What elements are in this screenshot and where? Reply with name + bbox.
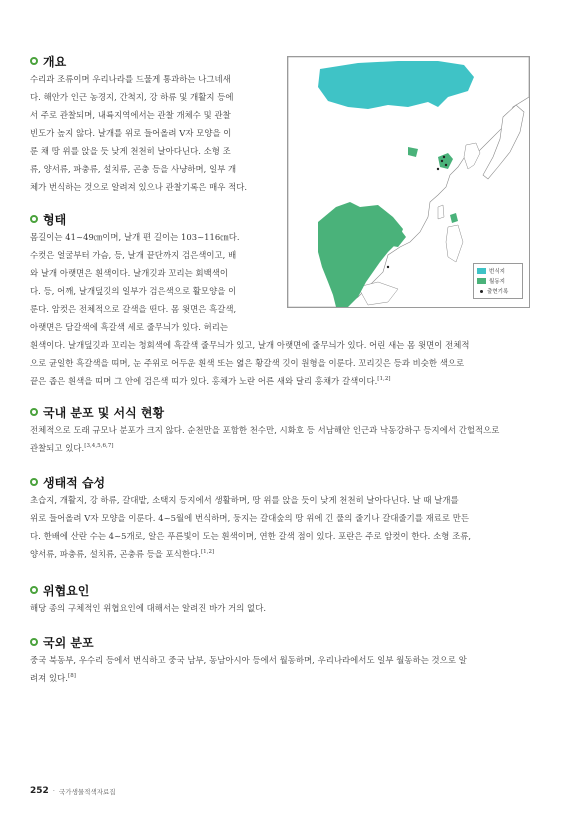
page-footer [30,786,116,796]
text-line: 빈도가 높지 않다. 날개를 위로 들어올려 V자 모양을 이 [30,128,232,138]
text-line: 다. 해안가 인근 농경지, 간척지, 강 하류 및 개활지 등에 [30,92,234,102]
text-line-content: 끝은 좁은 흰색을 띠며 그 안에 검은색 띠가 있다. 홍채가 노란 어른 새와 달리 홍채가 갈색이다. [30,376,378,386]
section-heading-threats [30,582,89,598]
map-legend [473,263,523,299]
legend-label: 번식지 [489,269,505,275]
text-line: 해당 종의 구체적인 위협요인에 대해서는 알려진 바가 거의 없다. [30,603,267,613]
text-line: 전체적으로 도래 규모나 분포가 크지 않다. 순천만을 포함한 천수만, 시화호 등 서남해안 인근과 낙동강하구 등지에서 간헐적으로 [30,425,500,435]
heading-text: 국내 분포 및 서식 현황 [43,405,165,420]
text-line [30,545,558,563]
text-line-content: 관찰되고 있다. [30,443,85,453]
text-line: 다. 한배에 산란 수는 4~5개로, 알은 푸른빛이 도는 흰색이며, 연한 갈색 점이 있다. 포란은 주로 암컷이 한다. 소형 조류, [30,531,472,541]
text-line: 다. 등, 어깨, 날개덮깃의 일부가 검은색으로 활모양을 이 [30,286,237,296]
text-line: 몸길이는 41~49㎝이며, 날개 편 길이는 103~116㎝다. [30,232,240,242]
text-line: 중국 북동부, 우수리 등에서 번식하고 중국 남부, 동남아시아 등에서 월동하며, 우리나라에서도 일부 월동하는 것으로 알 [30,655,467,665]
morphology-paragraph-narrow [30,228,275,336]
text-line: 룬 채 땅 위를 앉을 듯 낮게 천천히 날아다닌다. 소형 조 [30,146,231,156]
legend-item-record [477,286,519,296]
record-point [441,160,443,162]
circle-bullet-icon [30,586,38,594]
distribution-map [287,56,530,308]
text-line: 와 날개 아랫면은 흰색이다. 날개깃과 꼬리는 회백색이 [30,268,229,278]
circle-bullet-icon [30,215,38,223]
citation: [1,2] [377,376,391,383]
text-line: 흰색이다. 날개덮깃과 꼬리는 청회색에 흑갈색 줄무늬가 있고, 날개 아랫면에 줄무늬가 있다. 어린 새는 몸 윗면이 전체적 [30,340,470,350]
record-point [387,266,389,268]
overview-paragraph [30,70,275,196]
legend-swatch-wintering [477,278,486,284]
text-line: 수컷은 얼굴부터 가슴, 등, 날개 끝단까지 검은색이고, 배 [30,250,237,260]
footer-separator: · [52,787,56,795]
overseas-paragraph [30,651,558,687]
legend-item-breeding [477,266,519,276]
citation: [3,4,5,6,7] [84,443,114,450]
heading-text: 개요 [43,54,67,69]
morphology-paragraph-wide [30,336,558,390]
record-point [437,168,439,170]
legend-swatch-breeding [477,268,486,274]
section-heading-domestic-distribution [30,404,164,420]
circle-bullet-icon [30,478,38,486]
citation: [1,2] [200,549,215,556]
legend-dot-icon [480,290,483,293]
section-heading-overseas-distribution [30,634,94,650]
text-line: 으로 균일한 흑갈색을 띠며, 눈 주위로 어두운 흰색 또는 엷은 황갈색 깃이 원형을 이룬다. 꼬리깃은 등과 비슷한 색으로 [30,358,465,368]
text-line: 체가 번식하는 것으로 알려져 있으나 관찰기록은 매우 적다. [30,182,248,192]
legend-label: 월동지 [489,279,505,285]
text-line [30,669,558,687]
record-point [443,156,445,158]
text-line: 수리과 조류이며 우리나라를 드물게 통과하는 나그네새 [30,74,231,84]
heading-text: 국외 분포 [43,635,94,650]
circle-bullet-icon [30,638,38,646]
legend-label: 출현기록 [487,289,509,295]
text-line: 아랫면은 담갈색에 흑갈색 세로 줄무늬가 있다. 허리는 [30,322,229,332]
record-point [445,164,447,166]
text-line: 류, 양서류, 파충류, 설치류, 곤충 등을 사냥하며, 일부 개 [30,164,237,174]
legend-item-wintering [477,276,519,286]
text-line: 룬다. 암컷은 전체적으로 갈색을 띤다. 몸 윗면은 흑갈색, [30,304,237,314]
text-line-content: 려져 있다. [30,673,68,683]
threats-paragraph [30,599,558,617]
taiwan-outline [438,205,444,219]
domestic-paragraph [30,421,558,457]
ecology-paragraph [30,491,558,563]
heading-text: 형태 [43,212,67,227]
publication-title: 국가생물적색자료집 [59,787,116,796]
text-line: 서 주로 관찰되며, 내륙지역에서는 관찰 개체수 및 관찰 [30,110,231,120]
text-line-content: 양서류, 파충류, 설치류, 곤충류 등을 포식한다. [30,549,201,559]
section-heading-ecology [30,474,105,490]
heading-text: 위협요인 [43,583,90,598]
text-line [30,439,558,457]
text-line [30,372,558,390]
page-number: 252 [30,786,49,796]
circle-bullet-icon [30,57,38,65]
heading-text: 생태적 습성 [43,475,106,490]
text-line: 초습지, 개활지, 강 하류, 갈대밭, 소택지 등지에서 생활하며, 땅 위를 앉을 듯이 낮게 천천히 날아다닌다. 날 때 날개를 [30,495,459,505]
text-line: 위로 들어올려 V자 모양을 이룬다. 4~5월에 번식하며, 둥지는 갈대숲의 땅 위에 긴 풀의 줄기나 갈대줄기를 재료로 만든 [30,513,470,523]
circle-bullet-icon [30,408,38,416]
section-heading-overview [30,53,66,69]
section-heading-morphology [30,211,66,227]
citation: [8] [68,673,76,680]
